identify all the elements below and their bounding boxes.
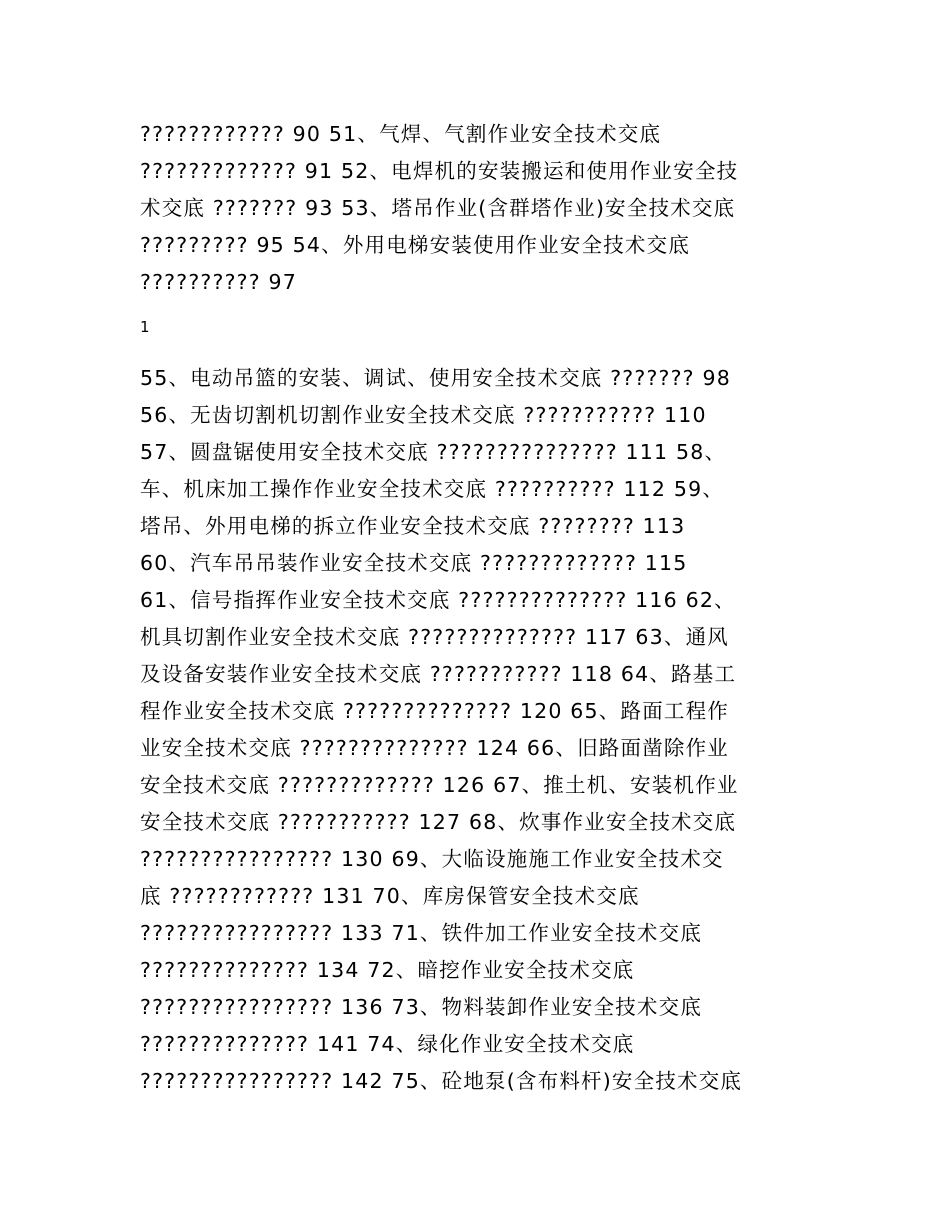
- toc-line: 60、汽车吊吊装作业安全技术交底 ????????????? 115: [140, 551, 688, 575]
- toc-line: 程作业安全技术交底 ?????????????? 120 65、路面工程作: [140, 699, 729, 723]
- toc-line: 57、圆盘锯使用安全技术交底 ??????????????? 111 58、: [140, 440, 727, 464]
- toc-line: 车、机床加工操作作业安全技术交底 ?????????? 112 59、: [140, 477, 725, 501]
- toc-line: 底 ???????????? 131 70、库房保管安全技术交底: [140, 884, 640, 908]
- toc-line: 61、信号指挥作业安全技术交底 ?????????????? 116 62、: [140, 588, 736, 612]
- toc-line: 机具切割作业安全技术交底 ?????????????? 117 63、通风: [140, 625, 729, 649]
- toc-line: 业安全技术交底 ?????????????? 124 66、旧路面凿除作业: [140, 736, 729, 760]
- toc-line: ???????????????? 130 69、大临设施施工作业安全技术交: [140, 847, 724, 871]
- toc-line: ???????????????? 142 75、砼地泵(含布料杆)安全技术交底: [140, 1069, 743, 1093]
- toc-line: 及设备安装作业安全技术交底 ??????????? 118 64、路基工: [140, 662, 737, 686]
- toc-line: ?????????? 97: [140, 270, 298, 294]
- toc-line: 安全技术交底 ????????????? 126 67、推土机、安装机作业: [140, 773, 739, 797]
- toc-line: ????????? 95 54、外用电梯安装使用作业安全技术交底: [140, 233, 691, 257]
- toc-line: 塔吊、外用电梯的拆立作业安全技术交底 ???????? 113: [140, 514, 686, 538]
- toc-line: 安全技术交底 ??????????? 127 68、炊事作业安全技术交底: [140, 810, 737, 834]
- toc-line: 55、电动吊篮的安装、调试、使用安全技术交底 ??????? 98: [140, 366, 731, 390]
- toc-line: ?????????????? 141 74、绿化作业安全技术交底: [140, 1032, 635, 1056]
- page-number: 1: [140, 318, 150, 336]
- toc-line: ???????????????? 133 71、铁件加工作业安全技术交底: [140, 921, 703, 945]
- toc-line: ?????????????? 134 72、暗挖作业安全技术交底: [140, 958, 635, 982]
- toc-line: 术交底 ??????? 93 53、塔吊作业(含群塔作业)安全技术交底: [140, 196, 736, 220]
- toc-block-top: [140, 116, 820, 301]
- toc-line: ???????????? 90 51、气焊、气割作业安全技术交底: [140, 122, 662, 146]
- toc-line: 56、无齿切割机切割作业安全技术交底 ??????????? 110: [140, 403, 707, 427]
- toc-line: ???????????????? 136 73、物料装卸作业安全技术交底: [140, 995, 703, 1019]
- toc-block-main: [140, 360, 820, 1100]
- toc-line: ????????????? 91 52、电焊机的安装搬运和使用作业安全技: [140, 159, 739, 183]
